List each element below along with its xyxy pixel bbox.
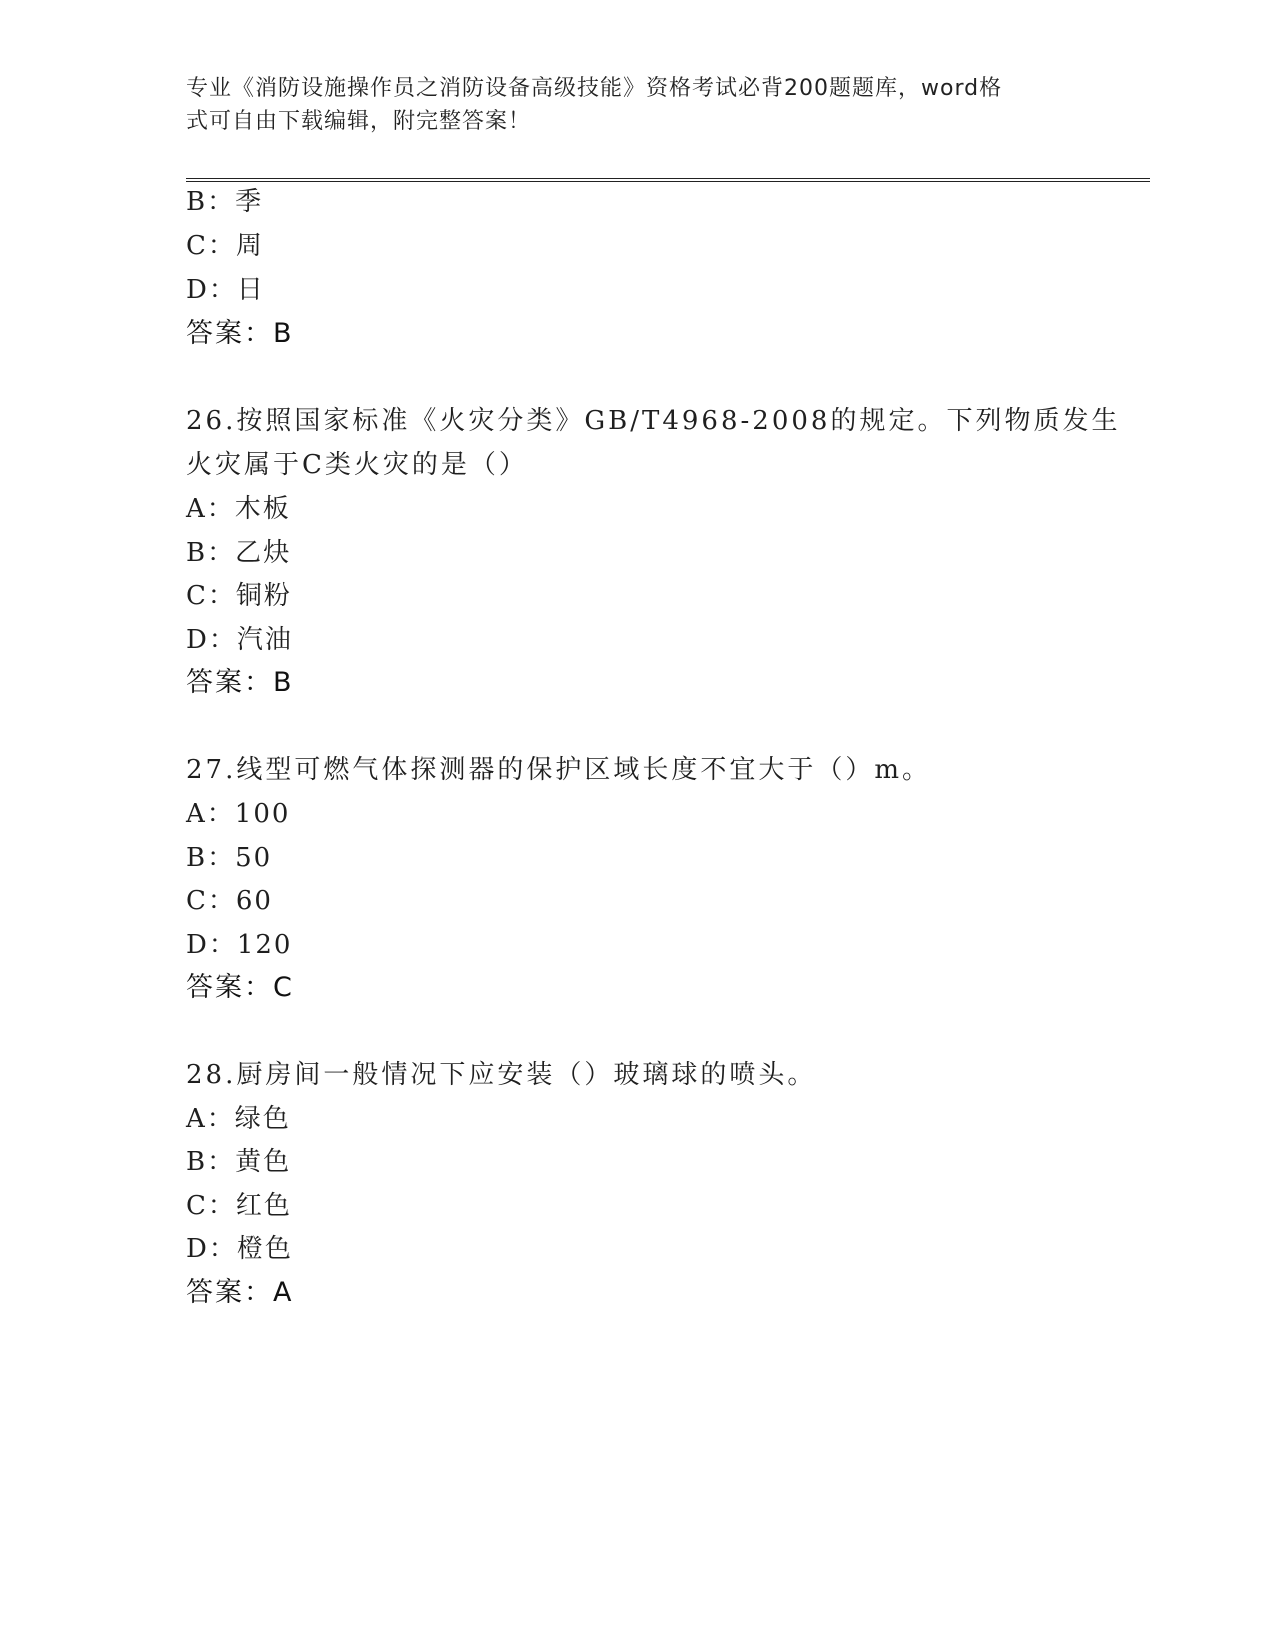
q27-answer: 答案：C: [186, 972, 294, 1003]
q28-option-d: D：橙色: [186, 1234, 293, 1264]
q28-answer: 答案：A: [186, 1277, 294, 1308]
q26-text-line-2: 火灾属于C类火灾的是（）: [186, 450, 528, 480]
q26-text-line-1: 26.按照国家标准《火灾分类》GB/T4968-2008的规定。下列物质发生: [186, 406, 1121, 436]
q27-text-line-1: 27.线型可燃气体探测器的保护区域长度不宜大于（）m。: [186, 755, 932, 785]
header-line-1: 专业《消防设施操作员之消防设备高级技能》资格考试必背200题题库，word格: [186, 76, 1003, 101]
prev-answer: 答案：B: [186, 318, 294, 349]
header-line-2: 式可自由下载编辑，附完整答案！: [186, 109, 532, 134]
prev-option-d: D：日: [186, 275, 265, 305]
q28-option-a: A：绿色: [186, 1104, 291, 1134]
q26-answer: 答案：B: [186, 667, 294, 698]
q28-option-b: B：黄色: [186, 1147, 292, 1177]
header-divider: [186, 178, 1150, 182]
q26-option-b: B：乙炔: [186, 538, 292, 568]
prev-option-b: B：季: [186, 187, 264, 217]
q27-option-c: C：60: [186, 886, 273, 916]
q26-option-d: D：汽油: [186, 625, 293, 655]
q27-option-b: B：50: [186, 843, 273, 873]
q28-text-line-1: 28.厨房间一般情况下应安装（）玻璃球的喷头。: [186, 1060, 817, 1090]
q28-option-c: C：红色: [186, 1191, 292, 1221]
document-header: [186, 72, 1066, 138]
prev-option-c: C：周: [186, 231, 264, 261]
q27-option-a: A：100: [186, 799, 291, 829]
q27-option-d: D：120: [186, 930, 293, 960]
q26-option-c: C：铜粉: [186, 581, 292, 611]
q26-option-a: A：木板: [186, 494, 291, 524]
